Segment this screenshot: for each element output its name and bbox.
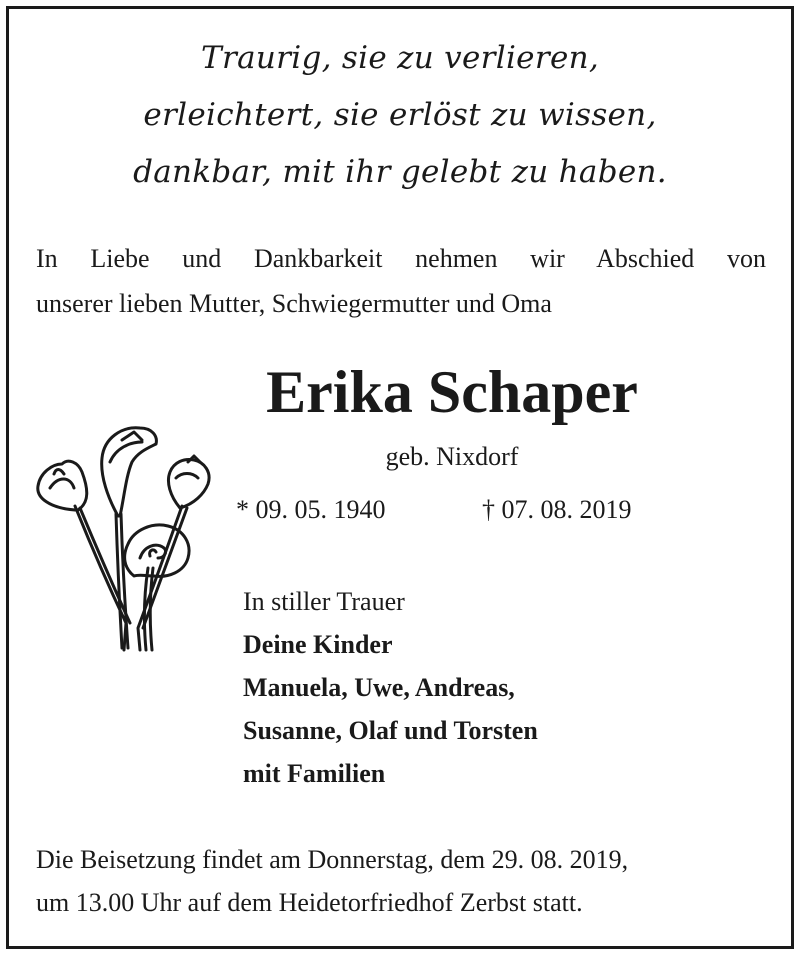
- burial-line: Die Beisetzung findet am Donnerstag, dem 29. 08. 2019,: [36, 845, 629, 874]
- burial-line: um 13.00 Uhr auf dem Heidetorfriedhof Zerbst statt.: [36, 888, 583, 917]
- mourners-heading: In stiller Trauer: [243, 587, 405, 616]
- death-date: † 07. 08. 2019: [482, 495, 632, 524]
- burial-notice: [36, 838, 628, 924]
- mourners-line: mit Familien: [243, 759, 386, 788]
- quote-line: erleichtert, sie erlöst zu wissen,: [143, 97, 657, 133]
- intro-line: In Liebe und Dankbarkeit nehmen wir Abschied von: [36, 244, 766, 273]
- deceased-name: Erika Schaper: [266, 359, 638, 425]
- mourners-block: [243, 580, 538, 795]
- intro-line: unserer lieben Mutter, Schwiegermutter und Oma: [36, 289, 552, 318]
- maiden-name: geb. Nixdorf: [385, 442, 519, 471]
- memorial-quote: [0, 30, 800, 201]
- intro-text: [36, 236, 766, 326]
- mourners-line: Deine Kinder: [243, 630, 393, 659]
- quote-line: Traurig, sie zu verlieren,: [200, 40, 600, 76]
- calla-lily-icon: [30, 418, 220, 658]
- mourners-line: Susanne, Olaf und Torsten: [243, 716, 538, 745]
- quote-line: dankbar, mit ihr gelebt zu haben.: [133, 154, 667, 190]
- mourners-line: Manuela, Uwe, Andreas,: [243, 673, 515, 702]
- birth-date: * 09. 05. 1940: [236, 495, 386, 524]
